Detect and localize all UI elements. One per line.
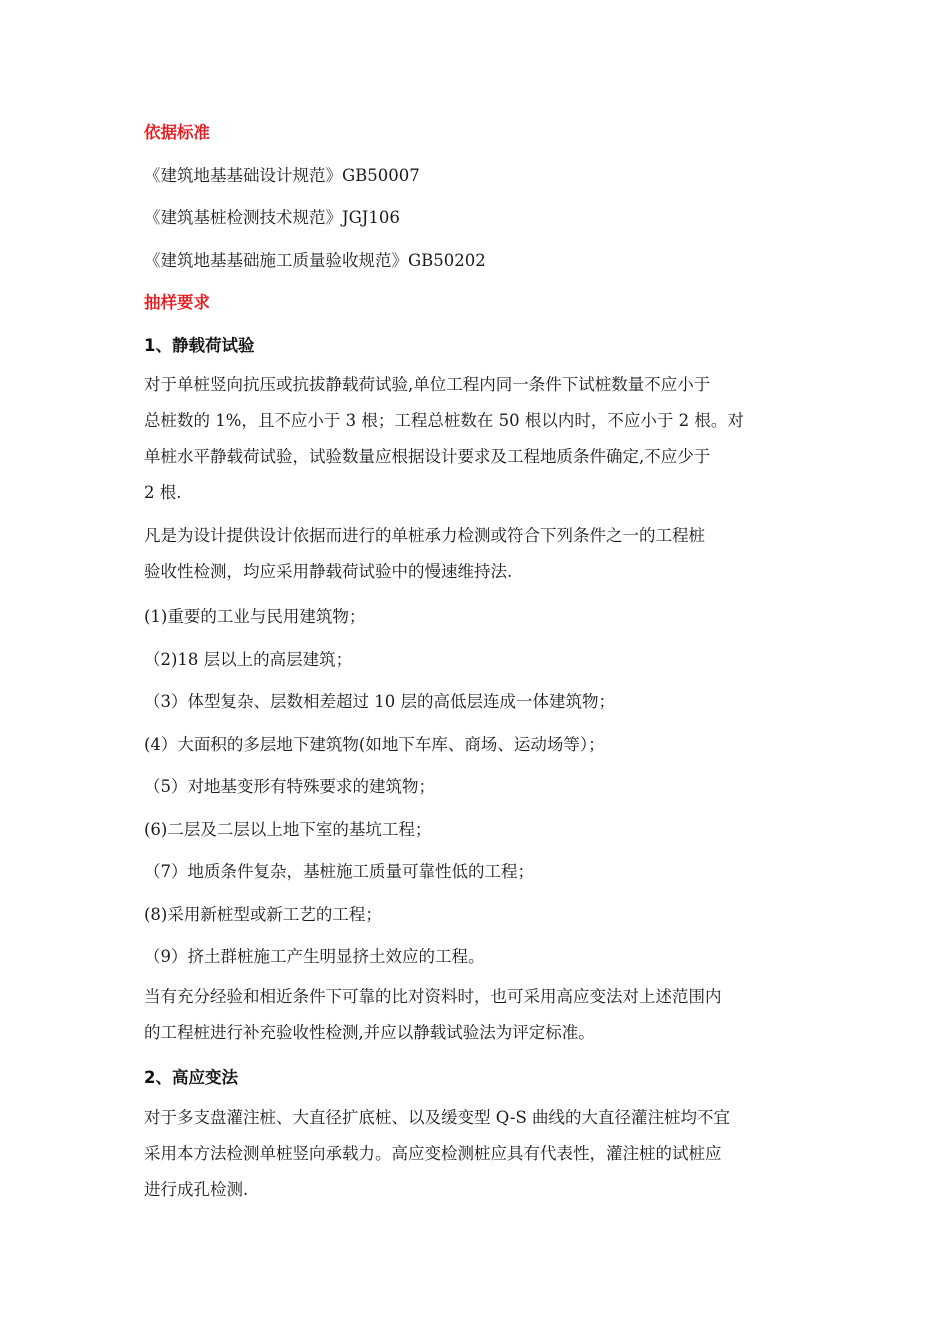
paragraph-line: 对于单桩竖向抗压或抗拔静载荷试验,单位工程内同一条件下试桩数量不应小于 (144, 375, 711, 394)
condition-item: (6)二层及二层以上地下室的基坑工程； (144, 819, 432, 839)
condition-item: (4）大面积的多层地下建筑物(如地下车库、商场、运动场等）； (144, 734, 605, 754)
condition-item: （3）体型复杂、层数相差超过 10 层的高低层连成一体建筑物； (144, 692, 615, 711)
standard-item: 《建筑地基基础施工质量验收规范》GB50202 (144, 250, 486, 270)
paragraph-line: 的工程桩进行补充验收性检测,并应以静载试验法为评定标准。 (144, 1022, 595, 1042)
subsection-title-static-load: 1、静载荷试验 (144, 335, 255, 355)
document-page (144, 112, 814, 1214)
paragraph-line: 单桩水平静载荷试验，试验数量应根据设计要求及工程地质条件确定,不应少于 (144, 447, 711, 466)
subsection-title-high-strain: 2、高应变法 (144, 1068, 238, 1087)
section-title-sampling: 抽样要求 (144, 293, 210, 312)
paragraph-line: 采用本方法检测单桩竖向承载力。高应变检测桩应具有代表性，灌注桩的试桩应 (144, 1143, 722, 1163)
condition-item: (1)重要的工业与民用建筑物； (144, 607, 366, 626)
condition-item: （7）地质条件复杂，基桩施工质量可靠性低的工程； (144, 862, 534, 881)
standard-item: 《建筑地基基础设计规范》GB50007 (144, 165, 420, 185)
paragraph-line: 对于多支盘灌注桩、大直径扩底桩、以及缓变型 Q-S 曲线的大直径灌注桩均不宜 (144, 1107, 730, 1127)
paragraph-line: 当有充分经验和相近条件下可靠的比对资料时，也可采用高应变法对上述范围内 (144, 986, 722, 1006)
standard-item: 《建筑基桩检测技术规范》JGJ106 (144, 208, 400, 227)
condition-item: （2)18 层以上的高层建筑； (144, 649, 353, 669)
condition-item: （9）挤土群桩施工产生明显挤土效应的工程。 (144, 947, 485, 966)
paragraph-line: 验收性检测，均应采用静载荷试验中的慢速维持法. (144, 561, 513, 581)
paragraph-line: 总桩数的 1%，且不应小于 3 根；工程总桩数在 50 根以内时，不应小于 2 根。对 (144, 411, 744, 430)
paragraph-static-load-3 (144, 979, 814, 1051)
paragraph-line: 2 根. (144, 483, 182, 502)
paragraph-static-load-1 (144, 367, 814, 511)
condition-item: (8)采用新桩型或新工艺的工程； (144, 904, 382, 924)
section-title-basis: 依据标准 (144, 123, 210, 142)
condition-item: （5）对地基变形有特殊要求的建筑物； (144, 777, 435, 796)
paragraph-line: 进行成孔检测. (144, 1179, 249, 1199)
paragraph-high-strain (144, 1100, 814, 1208)
paragraph-line: 凡是为设计提供设计依据而进行的单桩承力检测或符合下列条件之一的工程桩 (144, 525, 705, 545)
paragraph-static-load-2 (144, 518, 814, 590)
